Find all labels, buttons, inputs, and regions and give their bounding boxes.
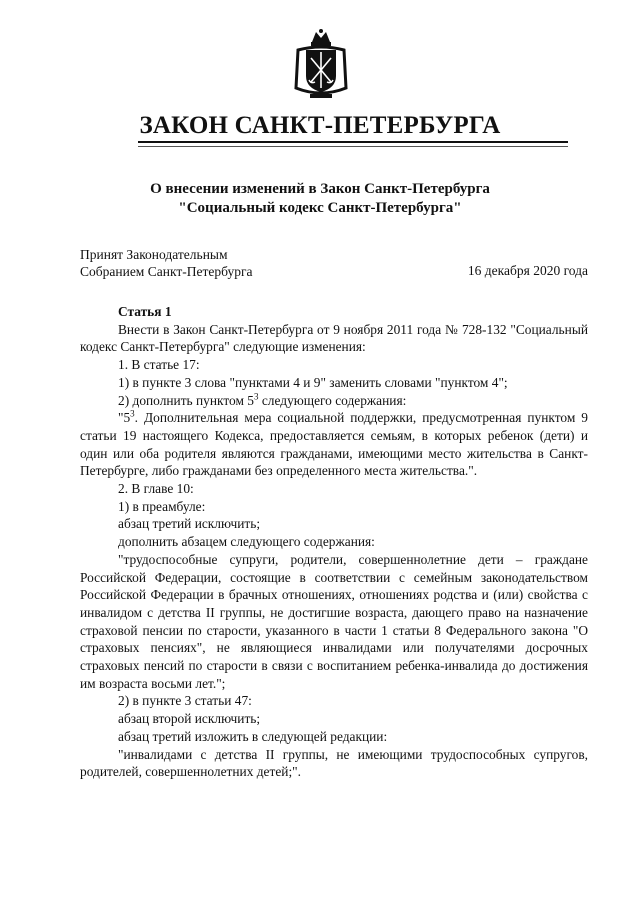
adoption-line: Собранием Санкт-Петербурга [80, 264, 253, 279]
quote-text: "5 [118, 410, 131, 426]
document-title [0, 180, 640, 218]
quoted-paragraph: "трудоспособные супруги, родители, совершеннолетние дети – граждане Российской Федерации, состоящие в соответствии с семейным законодательством Российской Федерации в брачных отношениях, отношениях родства и (или) свойства с инвалидом с детства II группы, не достигшие возраста, дающего право на назначение страховой пенсии по старости, указанного в части 1 статьи 8 Федерального закона "О страховых пенсиях", не являющиеся инвалидами или получателями досрочных страховых пенсий по старости в связи с воспитанием ребенка-инвалида до достижения им возраста восьми лет."; [80, 551, 588, 691]
sub-item [80, 392, 588, 410]
sub-item-text: следующего содержания: [258, 392, 407, 408]
sub-item: дополнить абзацем следующего содержания: [118, 534, 375, 550]
intro-paragraph: Внести в Закон Санкт-Петербурга от 9 ноября 2011 года № 728-132 "Социальный кодекс Санкт-Петербурга" следующие изменения: [80, 321, 588, 355]
sub-item: 2) в пункте 3 статьи 47: [118, 693, 252, 709]
adoption-line: Принят Законодательным [80, 247, 228, 262]
item-heading: 1. В статье 17: [118, 357, 200, 373]
sub-item: абзац третий изложить в следующей редакции: [118, 728, 388, 744]
title-rule [138, 141, 568, 143]
sub-item: абзац третий исключить; [118, 516, 261, 532]
document-title-line: О внесении изменений в Закон Санкт-Петербурга [150, 181, 490, 197]
sub-item-text: 2) дополнить пунктом 5 [118, 392, 255, 408]
adoption-note [80, 246, 253, 280]
coat-of-arms-icon [290, 28, 352, 100]
law-body [80, 303, 588, 781]
quoted-paragraph: "инвалидами с детства II группы, не имеющими трудоспособных супругов, родителей, совершеннолетних детей;". [80, 746, 588, 780]
law-title: ЗАКОН САНКТ-ПЕТЕРБУРГА [139, 112, 501, 139]
adoption-date: 16 декабря 2020 года [467, 263, 588, 278]
quoted-paragraph [80, 409, 588, 480]
superscript: 3 [254, 391, 259, 402]
sub-item: абзац второй исключить; [118, 711, 261, 727]
item-heading: 2. В главе 10: [118, 481, 194, 497]
article-heading: Статья 1 [118, 304, 172, 319]
title-rule-thin [138, 146, 568, 147]
document-title-line: "Социальный кодекс Санкт-Петербурга" [178, 200, 462, 216]
sub-item: 1) в преамбуле: [118, 498, 206, 514]
sub-item: 1) в пункте 3 слова "пунктами 4 и 9" заменить словами "пунктом 4"; [118, 374, 508, 390]
quote-text: . Дополнительная мера социальной поддержки, предусмотренная пунктом 9 статьи 19 настоящего Кодекса, предоставляется семьям, в которых ребенок (дети) и один или оба родителя являются гражданами, имеющими место жительства в Санкт-Петербурге, либо гражданами без определенного места жительства.". [80, 410, 588, 479]
superscript: 3 [130, 408, 135, 419]
